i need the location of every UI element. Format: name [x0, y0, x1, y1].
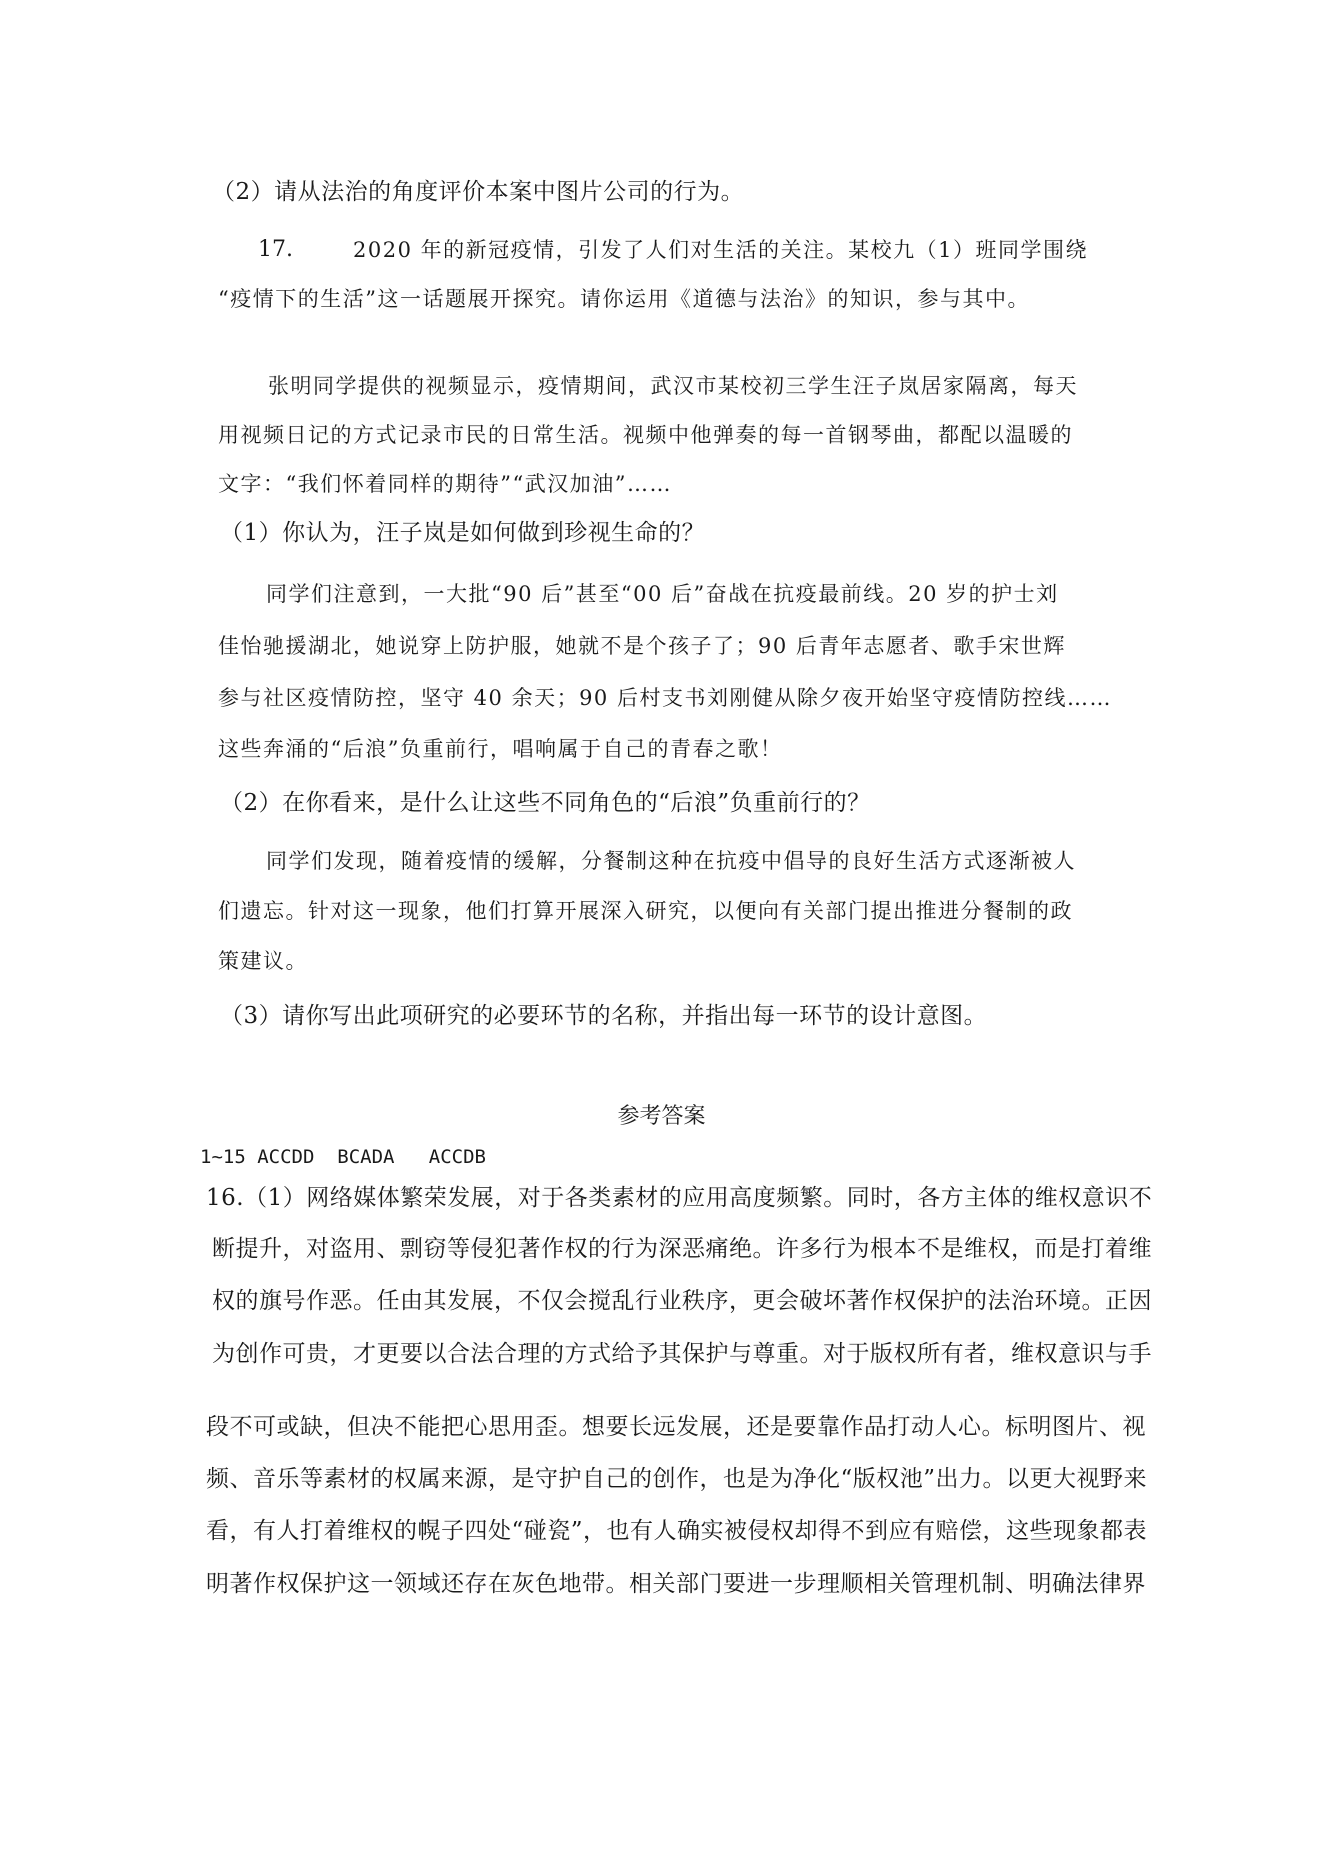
q16-answer-line-4: 为创作可贵，才更要以合法合理的方式给予其保护与尊重。对于版权所有者，维权意识与手	[212, 1341, 1152, 1367]
q17-material3-line-1: 同学们发现，随着疫情的缓解，分餐制这种在抗疫中倡导的良好生活方式逐渐被人	[266, 849, 1076, 873]
q16-part2-question: （2）请从法治的角度评价本案中图片公司的行为。	[212, 179, 745, 205]
q17-question-2: （2）在你看来，是什么让这些不同角色的“后浪”负重前行的？	[220, 790, 871, 816]
q16-answer-line-8: 明著作权保护这一领域还存在灰色地带。相关部门要进一步理顺相关管理机制、明确法律界	[206, 1571, 1146, 1597]
q17-number: 17.	[258, 237, 293, 262]
q17-material1-line-1: 张明同学提供的视频显示，疫情期间，武汉市某校初三学生汪子岚居家隔离，每天	[268, 374, 1078, 398]
q17-material2-line-1: 同学们注意到，一大批“90 后”甚至“00 后”奋战在抗疫最前线。20 岁的护士刘	[266, 582, 1059, 606]
q17-intro-line-2: “疫情下的生活”这一话题展开探究。请你运用《道德与法治》的知识，参与其中。	[218, 287, 1030, 311]
q16-answer-line-6: 频、音乐等素材的权属来源，是守护自己的创作，也是为净化“版权池”出力。以更大视野来	[206, 1466, 1148, 1492]
q17-material2-line-3: 参与社区疫情防控，坚守 40 余天；90 后村支书刘刚健从除夕夜开始坚守疫情防控线……	[218, 686, 1112, 710]
q17-question-1: （1）你认为，汪子岚是如何做到珍视生命的？	[220, 520, 706, 546]
q17-material1-line-2: 用视频日记的方式记录市民的日常生活。视频中他弹奏的每一首钢琴曲，都配以温暖的	[218, 423, 1073, 447]
q17-material1-line-3: 文字：“我们怀着同样的期待”“武汉加油”……	[218, 472, 672, 496]
q16-answer-line-5: 段不可或缺，但决不能把心思用歪。想要长远发展，还是要靠作品打动人心。标明图片、视	[206, 1414, 1146, 1440]
q17-material2-line-4: 这些奔涌的“后浪”负重前行，唱响属于自己的青春之歌！	[218, 737, 783, 761]
q17-material2-line-2: 佳怡驰援湖北，她说穿上防护服，她就不是个孩子了；90 后青年志愿者、歌手宋世辉	[218, 634, 1066, 658]
answers-title: 参考答案	[617, 1104, 706, 1129]
q17-material3-line-3: 策建议。	[218, 949, 308, 973]
q16-answer-line-1: 16.（1）网络媒体繁荣发展，对于各类素材的应用高度频繁。同时，各方主体的维权意识不	[206, 1185, 1153, 1211]
choice-answers: 1~15 ACCDD BCADA ACCDB	[200, 1146, 486, 1168]
q17-question-3: （3）请你写出此项研究的必要环节的名称，并指出每一环节的设计意图。	[220, 1003, 988, 1029]
q17-intro-line-1: 2020 年的新冠疫情，引发了人们对生活的关注。某校九（1）班同学围绕	[353, 238, 1088, 262]
q16-answer-line-2: 断提升，对盗用、剽窃等侵犯著作权的行为深恶痛绝。许多行为根本不是维权，而是打着维	[212, 1236, 1152, 1262]
q17-material3-line-2: 们遗忘。针对这一现象，他们打算开展深入研究，以便向有关部门提出推进分餐制的政	[218, 899, 1073, 923]
q16-answer-line-7: 看，有人打着维权的幌子四处“碰瓷”，也有人确实被侵权却得不到应有赔偿，这些现象都表	[206, 1518, 1148, 1544]
q16-answer-line-3: 权的旗号作恶。任由其发展，不仅会搅乱行业秩序，更会破坏著作权保护的法治环境。正因	[212, 1288, 1152, 1314]
